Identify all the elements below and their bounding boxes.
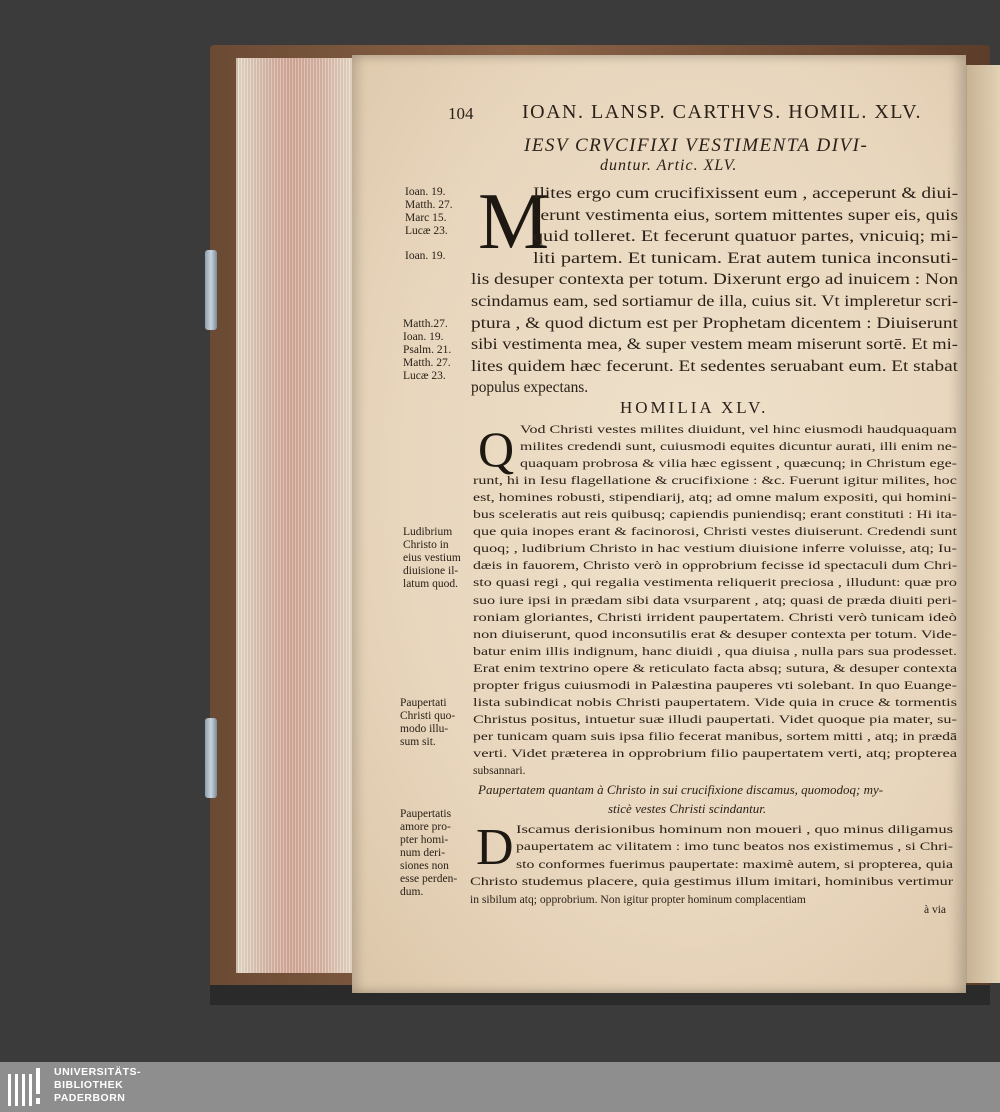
scripture-line: serunt vestimenta eius, sortem mittentes super eis, quis (533, 206, 959, 224)
homily-line: non diuiserunt, quod inconsutilis erat & desuper contexta per totum. Vide- (473, 627, 958, 641)
homily-line: sto quasi regi , qui regalia vestimenta reliquerit preciosa , illudunt: quæ pro (473, 576, 957, 590)
facing-page-edge (966, 65, 1000, 983)
homily-line: verti. Videt præterea in opprobrium filio paupertatem verti, atq; propterea (473, 746, 958, 760)
closing-line: sto conformes fuerimus paupertate: maximè autem, si propterea, quia (516, 857, 953, 871)
scripture-line: liti partem. Et tunicam. Erat autem tunica inconsuti- (533, 249, 959, 267)
dropcap-homily: Q (478, 421, 515, 477)
homily-line: runt, hi in Iesu flagellatione & crucifixione : &c. Fuerunt igitur milites, hoc (473, 474, 957, 488)
homily-line: bus sceleratis aut reis quibusq; capiendis puniendisq; erant constituti : Hi ita- (473, 508, 958, 522)
closing-line: Iscamus derisionibus hominum non moueri , quo minus diligamus (516, 823, 954, 836)
page-block-edge (236, 58, 356, 973)
scripture-line: ptura , & quod dictum est per Prophetam dicentem : Diuiserunt (471, 314, 958, 332)
dropcap-scripture: M (478, 178, 550, 266)
homily-title: HOMILIA XLV. (620, 398, 769, 417)
homily-line: Christus positus, intuetur suæ illudi paupertati. Videt quoque pia mater, su- (473, 712, 957, 726)
homily-line: Vod Christi vestes milites diuidunt, vel hinc eiusmodi haudquaquam (520, 423, 957, 436)
homily-line: suo iure ipsi in prædam sibi data vsurparent , atq; quasi de præda diuiti peri- (473, 593, 957, 607)
scripture-line: scindamus eam, sed sortiamur de illa, cuius sit. Vt impleretur scri- (471, 293, 959, 310)
article-title-line-2: duntur. Artic. XLV. (600, 157, 738, 174)
scripture-line: Ilites ergo cum crucifixissent eum , acceperunt & diui- (533, 185, 959, 202)
scripture-line: lites quidem hæc fecerunt. Et sedentes seruabant eum. Et stabat (471, 357, 958, 375)
scripture-line: sibi vestimenta mea, & super vestem meam miserunt sortē. Et mi- (471, 336, 958, 354)
footer-line-2: BIBLIOTHEK (54, 1079, 124, 1091)
homily-line: lista subindicat nobis Christi paupertatem. Vide quia in cruce & tormentis (473, 695, 958, 709)
margin-note-paupertatis: Paupertatis amore pro- pter homi- num deri- siones non esse perden- dum. (400, 808, 458, 898)
scripture-line: populus expectans. (471, 379, 589, 397)
catchword: à via (924, 904, 947, 916)
running-head: IOAN. LANSP. CARTHVS. HOMIL. XLV. (522, 101, 923, 123)
closing-line: in sibilum atq; opprobrium. Non igitur propter hominum complacentiam (470, 892, 806, 906)
homily-line: Erat enim textrino opere & reticulato facta absq; sutura, & desuper contexta (473, 661, 958, 675)
scripture-line: quid tolleret. Et fecerunt quatuor partes, vnicuiq; mi- (533, 228, 959, 246)
homily-line: milites credendi sunt, cuiusmodi equites dicuntur aurati, illi enim ne- (520, 440, 958, 454)
margin-note-bible-refs-1: Ioan. 19. Matth. 27. Marc 15. Lucæ 23. (405, 186, 453, 237)
margin-note-bible-refs-3: Matth.27. Ioan. 19. Psalm. 21. Matth. 27. Lucæ 23. (403, 318, 452, 382)
closing-line: Christo studemus placere, quia gestimus illum imitari, hominibus vertimur (470, 875, 954, 889)
homily-line: propter frigus cuiusmodi in Palæstina pauperes vti solebant. In quo Euange- (473, 678, 957, 692)
homily-line: subsannari. (473, 764, 526, 777)
clasp-bottom (205, 718, 217, 798)
margin-note-bible-refs-2: Ioan. 19. (405, 250, 446, 262)
homily-line: est, homines robusti, stipendiarij, atq; ad omne malum expositi, qui homini- (473, 491, 957, 505)
homily-line: batur enim illis indignum, hanc diuidi , qua diuisa , nulla pars sua prodesset. (473, 644, 957, 658)
library-logo-icon (6, 1066, 46, 1108)
page-number: 104 (448, 104, 474, 123)
homily-line: quoq; , ludibrium Christo in hac vestium diuisione inferre voluisse, atq; Iu- (473, 542, 957, 556)
homily-line: quaquam probrosa & vilia hæc egissent , quæcunq; in Christum ege- (520, 457, 957, 471)
clasp-top (205, 250, 217, 330)
homily-line: dæis in fauorem, Christo verò in opprobrium fecisse id spectaculi dum Chri- (473, 559, 958, 573)
margin-note-paupertati: Paupertati Christi quo- modo illu- sum sit. (400, 697, 456, 748)
footer-line-1: UNIVERSITÄTS- (54, 1066, 142, 1078)
closing-line: paupertatem ac vilitatem : imo tunc beatos nos existimemus , si Chri- (516, 840, 954, 854)
homily-line: per tunicam quam suis ipsa filio fecerat manibus, sortem mitti , atq; in prædā (473, 729, 958, 743)
margin-note-ludibrium: Ludibrium Christo in eius vestium diuisione il- latum quod. (403, 526, 461, 590)
article-title-line-1: IESV CRVCIFIXI VESTIMENTA DIVI- (524, 135, 869, 156)
footer-line-3: PADERBORN (54, 1092, 126, 1104)
subheading-line-1: Paupertatem quantam à Christo in sui crucifixione discamus, quomodoq; my- (478, 782, 884, 797)
subheading-line-2: sticè vestes Christi scindantur. (608, 801, 767, 816)
library-footer (0, 1062, 1000, 1112)
homily-line: que quia inopes erant & facinorosi, Christi vestes diuiserunt. Credendi sunt (473, 525, 957, 539)
homily-line: roniam gloriantes, Christi irrident paupertatem. Christi verò tunicam ideò (473, 610, 957, 624)
dropcap-closing: D (476, 819, 514, 876)
scripture-line: lis desuper contexta per totum. Dixerunt ergo ad inuicem : Non (471, 271, 959, 289)
